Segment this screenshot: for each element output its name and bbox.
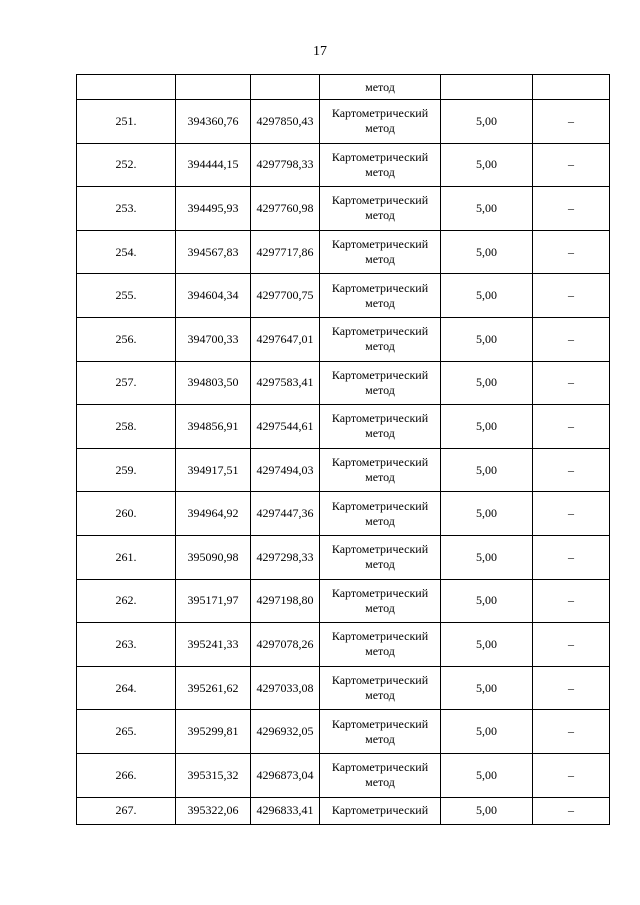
cell-accuracy: 5,00 xyxy=(441,492,533,536)
cell-number xyxy=(77,75,176,100)
cell-number: 257. xyxy=(77,361,176,405)
cell-accuracy: 5,00 xyxy=(441,317,533,361)
cell-note: – xyxy=(533,579,610,623)
cell-accuracy: 5,00 xyxy=(441,405,533,449)
cell-y: 4297033,08 xyxy=(251,666,320,710)
cell-x: 395241,33 xyxy=(176,623,251,667)
method-line-1: Картометрический xyxy=(331,193,429,208)
cell-accuracy: 5,00 xyxy=(441,274,533,318)
cell-y: 4297700,75 xyxy=(251,274,320,318)
cell-y: 4297447,36 xyxy=(251,492,320,536)
method-line-1: Картометрический xyxy=(331,367,429,382)
cell-number: 260. xyxy=(77,492,176,536)
method-line-2: метод xyxy=(365,339,395,354)
cell-x: 394964,92 xyxy=(176,492,251,536)
table-row xyxy=(77,317,610,361)
method-line-2: метод xyxy=(365,688,395,703)
cell-method xyxy=(320,753,441,797)
cell-number: 263. xyxy=(77,623,176,667)
cell-number: 251. xyxy=(77,100,176,144)
cell-accuracy: 5,00 xyxy=(441,100,533,144)
cell-accuracy: 5,00 xyxy=(441,579,533,623)
cell-x: 395090,98 xyxy=(176,535,251,579)
cell-method xyxy=(320,230,441,274)
cell-number: 252. xyxy=(77,143,176,187)
cell-method xyxy=(320,405,441,449)
method-line-2: метод xyxy=(365,252,395,267)
cell-note: – xyxy=(533,797,610,824)
cell-method xyxy=(320,535,441,579)
cell-y: 4297298,33 xyxy=(251,535,320,579)
cell-note: – xyxy=(533,405,610,449)
table-row xyxy=(77,361,610,405)
cell-note: – xyxy=(533,492,610,536)
cell-x: 395299,81 xyxy=(176,710,251,754)
method-line-2: метод xyxy=(365,600,395,615)
table-row xyxy=(77,579,610,623)
method-line-2: метод xyxy=(365,382,395,397)
cell-method xyxy=(320,623,441,667)
cell-accuracy: 5,00 xyxy=(441,361,533,405)
cell-note: – xyxy=(533,143,610,187)
cell-number: 253. xyxy=(77,187,176,231)
method-line-1: Картометрический xyxy=(331,455,429,470)
cell-number: 259. xyxy=(77,448,176,492)
cell-note: – xyxy=(533,361,610,405)
cell-method xyxy=(320,187,441,231)
cell-x xyxy=(176,75,251,100)
method-line-1: Картометрический xyxy=(331,324,429,339)
cell-method xyxy=(320,710,441,754)
table-row xyxy=(77,492,610,536)
method-line-2: метод xyxy=(365,164,395,179)
cell-note: – xyxy=(533,710,610,754)
cell-x: 394917,51 xyxy=(176,448,251,492)
table-row xyxy=(77,143,610,187)
table-row xyxy=(77,274,610,318)
cell-note: – xyxy=(533,753,610,797)
cell-method xyxy=(320,579,441,623)
cell-method xyxy=(320,492,441,536)
cell-number: 256. xyxy=(77,317,176,361)
cell-x: 394604,34 xyxy=(176,274,251,318)
cell-number: 264. xyxy=(77,666,176,710)
cell-x: 395315,32 xyxy=(176,753,251,797)
cell-number: 258. xyxy=(77,405,176,449)
cell-accuracy: 5,00 xyxy=(441,623,533,667)
method-line-1: Картометрический xyxy=(331,106,429,121)
cell-y: 4297850,43 xyxy=(251,100,320,144)
cell-note: – xyxy=(533,623,610,667)
cell-x: 394567,83 xyxy=(176,230,251,274)
method-line-1: Картометрический xyxy=(331,585,429,600)
cell-y: 4297544,61 xyxy=(251,405,320,449)
cell-note: – xyxy=(533,535,610,579)
cell-y: 4296833,41 xyxy=(251,797,320,824)
table-row xyxy=(77,100,610,144)
method-line-2: метод xyxy=(365,644,395,659)
cell-y: 4297798,33 xyxy=(251,143,320,187)
cell-number: 265. xyxy=(77,710,176,754)
cell-number: 261. xyxy=(77,535,176,579)
cell-number: 254. xyxy=(77,230,176,274)
table-row xyxy=(77,710,610,754)
table-row xyxy=(77,230,610,274)
continuation-row xyxy=(77,75,610,100)
method-line-1: Картометрический xyxy=(331,149,429,164)
table-row xyxy=(77,535,610,579)
page-number: 17 xyxy=(313,44,327,59)
cell-note: – xyxy=(533,230,610,274)
method-line-2: метод xyxy=(365,208,395,223)
cell-accuracy: 5,00 xyxy=(441,143,533,187)
cell-x: 394856,91 xyxy=(176,405,251,449)
cell-x: 394803,50 xyxy=(176,361,251,405)
method-line-2: метод xyxy=(365,426,395,441)
table-row xyxy=(77,753,610,797)
cell-y: 4297647,01 xyxy=(251,317,320,361)
method-line-1: Картометрический xyxy=(331,498,429,513)
cell-number: 262. xyxy=(77,579,176,623)
cell-note: – xyxy=(533,187,610,231)
cell-accuracy xyxy=(441,75,533,100)
cell-method xyxy=(320,317,441,361)
method-line-1: Картометрический xyxy=(331,280,429,295)
cell-y: 4297078,26 xyxy=(251,623,320,667)
table-row xyxy=(77,666,610,710)
method-line-1: Картометрический xyxy=(331,237,429,252)
cell-note: – xyxy=(533,448,610,492)
cell-y: 4297494,03 xyxy=(251,448,320,492)
cell-accuracy: 5,00 xyxy=(441,753,533,797)
cell-note: – xyxy=(533,666,610,710)
table-row xyxy=(77,623,610,667)
cell-accuracy: 5,00 xyxy=(441,797,533,824)
cell-method xyxy=(320,448,441,492)
method-line-1: Картометрический xyxy=(331,760,429,775)
method-line-1: Картометрический xyxy=(331,673,429,688)
method-line-2: метод xyxy=(365,775,395,790)
cell-number: 255. xyxy=(77,274,176,318)
cell-y: 4297583,41 xyxy=(251,361,320,405)
cell-x: 395322,06 xyxy=(176,797,251,824)
coordinates-table xyxy=(76,74,610,825)
cell-accuracy: 5,00 xyxy=(441,187,533,231)
cell-y: 4297198,80 xyxy=(251,579,320,623)
cell-note: – xyxy=(533,100,610,144)
cell-y: 4297760,98 xyxy=(251,187,320,231)
cell-accuracy: 5,00 xyxy=(441,666,533,710)
method-line-1: Картометрический xyxy=(331,411,429,426)
cell-method: метод xyxy=(320,75,441,100)
method-line-1: Картометрический xyxy=(331,716,429,731)
cell-number: 266. xyxy=(77,753,176,797)
cell-x: 394495,93 xyxy=(176,187,251,231)
cell-accuracy: 5,00 xyxy=(441,448,533,492)
cell-note: – xyxy=(533,317,610,361)
cell-y xyxy=(251,75,320,100)
cell-x: 394700,33 xyxy=(176,317,251,361)
table-row xyxy=(77,797,610,824)
cell-accuracy: 5,00 xyxy=(441,710,533,754)
method-line-2: метод xyxy=(365,121,395,136)
cell-x: 394360,76 xyxy=(176,100,251,144)
cell-method xyxy=(320,666,441,710)
cell-note xyxy=(533,75,610,100)
cell-method xyxy=(320,361,441,405)
cell-method xyxy=(320,100,441,144)
method-line-2: метод xyxy=(365,513,395,528)
method-line-2: метод xyxy=(365,470,395,485)
method-line-2: метод xyxy=(365,731,395,746)
table-row xyxy=(77,448,610,492)
cell-y: 4296932,05 xyxy=(251,710,320,754)
table-row xyxy=(77,405,610,449)
cell-method xyxy=(320,274,441,318)
cell-x: 395171,97 xyxy=(176,579,251,623)
method-line-2: метод xyxy=(365,295,395,310)
cell-x: 394444,15 xyxy=(176,143,251,187)
method-line-1: Картометрический xyxy=(331,542,429,557)
cell-accuracy: 5,00 xyxy=(441,230,533,274)
cell-y: 4296873,04 xyxy=(251,753,320,797)
cell-y: 4297717,86 xyxy=(251,230,320,274)
method-line-2: метод xyxy=(365,557,395,572)
cell-note: – xyxy=(533,274,610,318)
cell-accuracy: 5,00 xyxy=(441,535,533,579)
method-line-1: Картометрический xyxy=(331,629,429,644)
cell-x: 395261,62 xyxy=(176,666,251,710)
cell-method xyxy=(320,143,441,187)
cell-method: Картометрический xyxy=(320,797,441,824)
cell-number: 267. xyxy=(77,797,176,824)
table-row xyxy=(77,187,610,231)
